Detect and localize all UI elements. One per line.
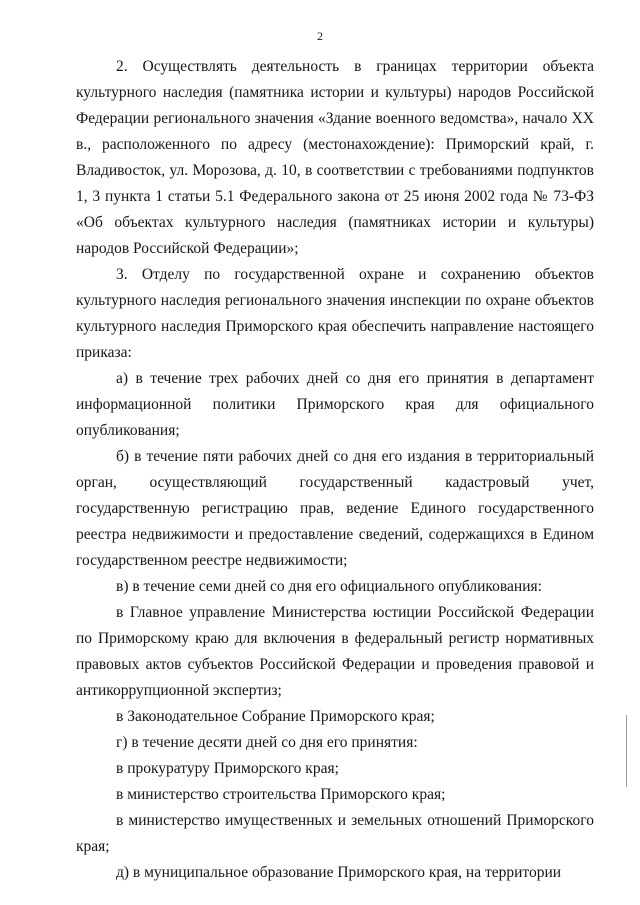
paragraph-subitem-b: б) в течение пяти рабочих дней со дня его издания в территориальный орган, осуществляющий государственный кадастровый учет, государственную регистрацию прав, ведение Единого государственного реестра недвижимости и предоставление сведений, содержащихся в Едином государственном реестре недвижимости;	[76, 448, 594, 569]
paragraph-item-3: 3. Отделу по государственной охране и сохранению объектов культурного наследия регионального значения инспекции по охране объектов культурного наследия Приморского края обеспечить направление настоящего приказа:	[76, 266, 594, 361]
paragraph-recipient-prosecutor: в прокуратуру Приморского края;	[116, 760, 339, 777]
paragraph-recipient-construction: в министерство строительства Приморского края;	[116, 786, 446, 803]
paragraph-recipient-justice: в Главное управление Министерства юстиции Российской Федерации по Приморскому краю для включения в федеральный регистр нормативных правовых актов субъектов Российской Федерации и проведения правовой и антикоррупционной экспертиз;	[76, 604, 594, 699]
document-body	[76, 54, 594, 886]
paragraph-subitem-v: в) в течение семи дней со дня его официального опубликования:	[116, 578, 542, 595]
page-number: 2	[317, 29, 323, 43]
paragraph-recipient-assembly: в Законодательное Собрание Приморского края;	[116, 708, 435, 725]
scan-edge-line	[626, 715, 627, 787]
paragraph-subitem-g: г) в течение десяти дней со дня его принятия:	[116, 734, 418, 751]
paragraph-subitem-a: а) в течение трех рабочих дней со дня его принятия в департамент информационной политики Приморского края для официального опубликования;	[76, 370, 594, 439]
paragraph-recipient-property: в министерство имущественных и земельных отношений Приморского края;	[76, 812, 594, 855]
paragraph-item-2: 2. Осуществлять деятельность в границах территории объекта культурного наследия (памятника истории и культуры) народов Российской Федерации регионального значения «Здание военного ведомства», начало XX в., расположенного по адресу (местонахождение): Приморский край, г. Владивосток, ул. Морозова, д. 10, в соответствии с требованиями подпунктов 1, 3 пункта 1 статьи 5.1 Федерального закона от 25 июня 2002 года № 73-ФЗ «Об объектах культурного наследия (памятниках истории и культуры) народов Российской Федерации»;	[76, 58, 594, 257]
paragraph-subitem-d: д) в муниципальное образование Приморского края, на территории	[116, 864, 562, 881]
